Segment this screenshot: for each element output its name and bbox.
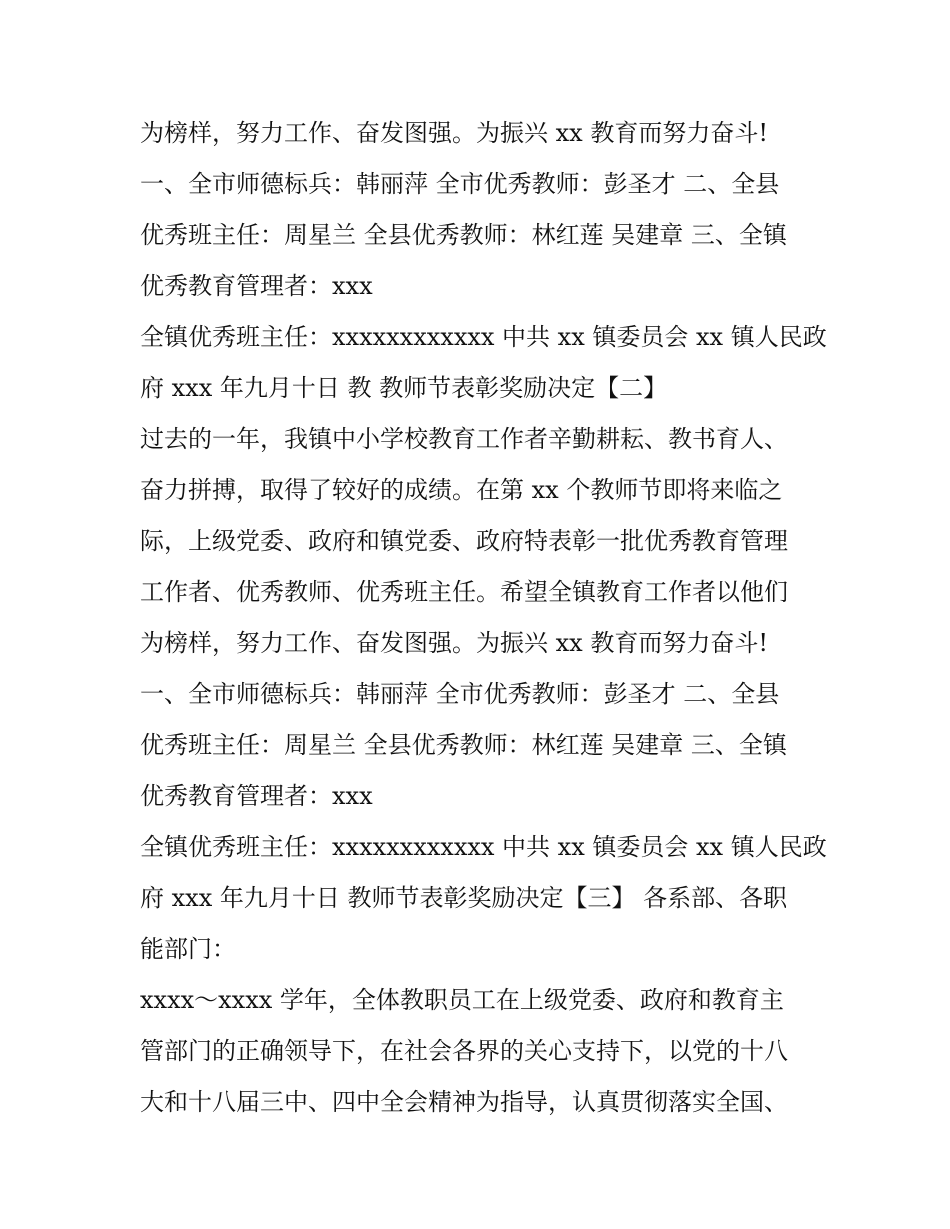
text-line: 优秀教育管理者：xxx (140, 272, 373, 300)
document-body (140, 108, 827, 1128)
text-line: 大和十八届三中、四中全会精神为指导，认真贯彻落实全国、 (140, 1088, 788, 1116)
text-line: 全镇优秀班主任：xxxxxxxxxxxx 中共 xx 镇委员会 xx 镇人民政 (140, 833, 827, 861)
text-line: 优秀教育管理者：xxx (140, 782, 373, 810)
text-line: 府 xxx 年九月十日 教 教师节表彰奖励决定【二】 (140, 374, 668, 402)
text-line: 优秀班主任：周星兰 全县优秀教师：林红莲 吴建章 三、全镇 (140, 221, 787, 249)
text-line: 工作者、优秀教师、优秀班主任。希望全镇教育工作者以他们 (140, 578, 788, 606)
text-line: 际，上级党委、政府和镇党委、政府特表彰一批优秀教育管理 (140, 527, 788, 555)
text-line: 为榜样，努力工作、奋发图强。为振兴 xx 教育而努力奋斗! (140, 629, 768, 657)
text-line: 管部门的正确领导下，在社会各界的关心支持下，以党的十八 (140, 1037, 788, 1065)
text-line: 优秀班主任：周星兰 全县优秀教师：林红莲 吴建章 三、全镇 (140, 731, 787, 759)
text-line: 一、全市师德标兵：韩丽萍 全市优秀教师：彭圣才 二、全县 (140, 170, 780, 198)
text-line: 过去的一年，我镇中小学校教育工作者辛勤耕耘、教书育人、 (140, 425, 788, 453)
text-line: xxxx～xxxx 学年，全体教职员工在上级党委、政府和教育主 (140, 986, 784, 1014)
text-line: 奋力拼搏，取得了较好的成绩。在第 xx 个教师节即将来临之 (140, 476, 783, 504)
text-line: 能部门： (140, 935, 236, 963)
text-line: 一、全市师德标兵：韩丽萍 全市优秀教师：彭圣才 二、全县 (140, 680, 780, 708)
text-line: 全镇优秀班主任：xxxxxxxxxxxx 中共 xx 镇委员会 xx 镇人民政 (140, 323, 827, 351)
text-line: 府 xxx 年九月十日 教师节表彰奖励决定【三】 各系部、各职 (140, 884, 788, 912)
text-line: 为榜样，努力工作、奋发图强。为振兴 xx 教育而努力奋斗! (140, 119, 768, 147)
